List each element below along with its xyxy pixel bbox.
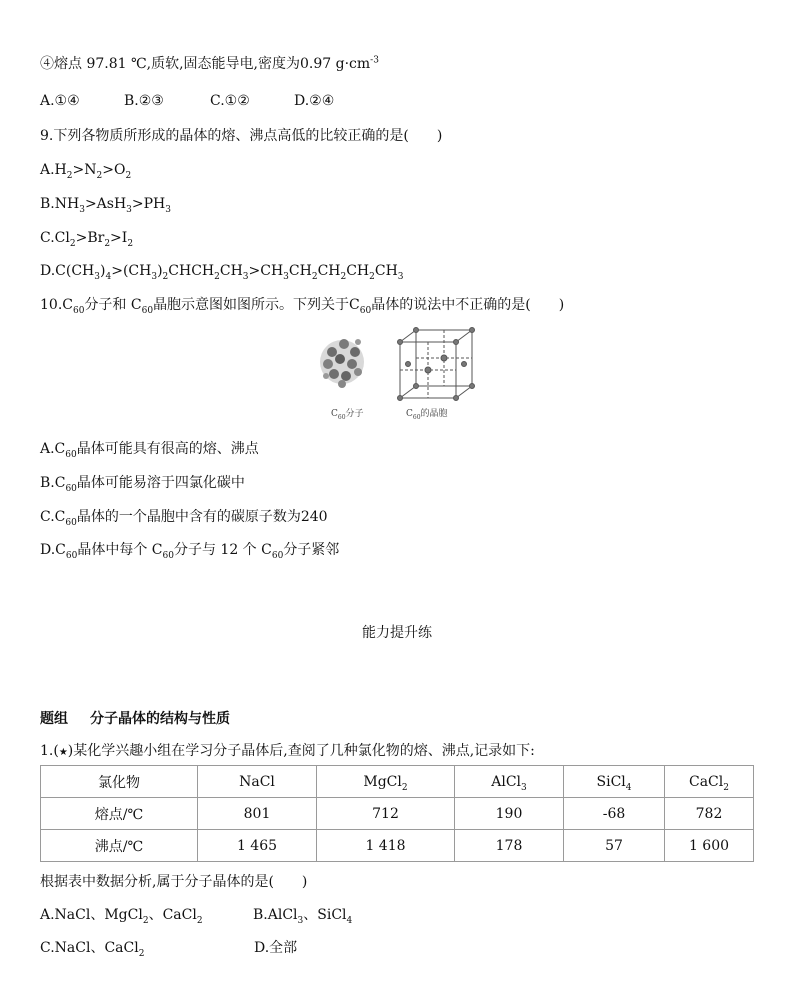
c60-unit-cell-illustration bbox=[398, 328, 475, 401]
subscript: 2 bbox=[69, 238, 76, 249]
table-cell: 801 bbox=[198, 798, 317, 830]
group-heading bbox=[40, 708, 230, 728]
subscript: 60 bbox=[65, 550, 78, 561]
subscript: 60 bbox=[337, 413, 346, 421]
q10-option-a bbox=[40, 439, 259, 459]
table-row bbox=[41, 830, 754, 862]
text-part: CH bbox=[346, 263, 370, 279]
table-header-cell bbox=[41, 766, 198, 798]
subscript: 2 bbox=[311, 271, 318, 282]
subscript: 2 bbox=[127, 238, 134, 249]
subscript: 2 bbox=[66, 170, 73, 181]
subscript: 60 bbox=[65, 483, 77, 494]
c60-molecule-illustration bbox=[320, 339, 364, 388]
text-part: 分子与 12 个 C bbox=[173, 542, 272, 558]
text-part: 1.( bbox=[40, 743, 59, 759]
q1-options-row-2 bbox=[40, 938, 297, 958]
caption-c60-unit-cell bbox=[406, 406, 448, 419]
text-part: >PH bbox=[131, 196, 166, 212]
text-part: A.NaCl、MgCl bbox=[40, 907, 143, 923]
subscript: 3 bbox=[242, 271, 249, 282]
subscript: 2 bbox=[125, 170, 132, 181]
text-part: 晶体可能具有很高的熔、沸点 bbox=[76, 441, 259, 457]
text-part: >AsH bbox=[84, 196, 127, 212]
table-cell: 178 bbox=[455, 830, 564, 862]
text-part: C.NaCl、CaCl bbox=[40, 940, 139, 956]
text-part: B.AlCl bbox=[253, 907, 298, 923]
q1-stem bbox=[40, 741, 535, 763]
q10-stem bbox=[40, 295, 564, 315]
subscript: 60 bbox=[162, 550, 174, 561]
text-part: 晶体可能易溶于四氯化碳中 bbox=[76, 475, 245, 491]
q8-options bbox=[40, 91, 334, 111]
difficulty-star-icon: ★ bbox=[58, 747, 68, 758]
text-part: D.C(CH bbox=[40, 263, 95, 279]
table-header-row bbox=[41, 766, 754, 798]
text-part: ) bbox=[157, 263, 163, 279]
q8-item-4-text: ④熔点 97.81 ℃,质软,固态能导电,密度为0.97 g·cm bbox=[40, 56, 371, 72]
text-part: 分子 bbox=[345, 409, 364, 419]
table-cell: 190 bbox=[455, 798, 564, 830]
q8-option-d: D.②④ bbox=[294, 93, 335, 109]
text-part: 晶体的一个晶胞中含有的碳原子数为240 bbox=[76, 509, 328, 525]
text-part: B.C bbox=[40, 475, 66, 491]
subscript: 2 bbox=[162, 271, 169, 282]
subscript: 60 bbox=[72, 305, 85, 316]
subscript: 2 bbox=[401, 782, 408, 793]
q8-item-4 bbox=[40, 54, 379, 74]
table-cell: 1 465 bbox=[198, 830, 317, 862]
text-part: AlCl bbox=[491, 773, 522, 790]
text-part: ) bbox=[100, 263, 106, 279]
q9-option-d bbox=[40, 261, 404, 281]
table-header-cell bbox=[317, 766, 455, 798]
text-part: B.NH bbox=[40, 196, 80, 212]
subscript: 2 bbox=[142, 915, 149, 926]
subscript: 3 bbox=[521, 782, 527, 793]
group-title: 分子晶体的结构与性质 bbox=[90, 711, 230, 727]
q9-option-c bbox=[40, 228, 133, 248]
text-part: 的晶胞 bbox=[420, 409, 448, 419]
subscript: 2 bbox=[138, 948, 145, 959]
text-part: 、CaCl bbox=[148, 907, 197, 923]
section-heading: 能力提升练 bbox=[362, 625, 432, 641]
subscript: 3 bbox=[151, 271, 158, 282]
q9-stem: 9.下列各物质所形成的晶体的熔、沸点高低的比较正确的是( ) bbox=[40, 128, 443, 144]
q10-option-c bbox=[40, 507, 328, 527]
text-part: 分子和 C bbox=[84, 297, 142, 313]
text-part: D.C bbox=[40, 542, 66, 558]
q9-option-a bbox=[40, 160, 131, 180]
q10-option-b bbox=[40, 473, 245, 493]
text-part: >(CH bbox=[111, 263, 152, 279]
text-part: >O bbox=[102, 162, 126, 178]
subscript: 60 bbox=[141, 305, 154, 316]
table-cell: -68 bbox=[564, 798, 665, 830]
text-part: A.H bbox=[40, 162, 67, 178]
subscript: 60 bbox=[271, 550, 284, 561]
caption-c60-molecule bbox=[331, 406, 364, 419]
text-part: 晶体中每个 C bbox=[77, 542, 163, 558]
subscript: 60 bbox=[412, 413, 421, 421]
text-part: CH bbox=[219, 263, 243, 279]
text-part: >N bbox=[72, 162, 97, 178]
subscript: 3 bbox=[79, 204, 85, 215]
density-exponent: -3 bbox=[370, 55, 379, 66]
text-part: 晶体的说法中不正确的是( ) bbox=[371, 297, 565, 313]
text-part: >I bbox=[110, 230, 128, 246]
subscript: 60 bbox=[65, 449, 77, 460]
q1-option-d: D.全部 bbox=[254, 940, 298, 956]
subscript: 2 bbox=[96, 170, 103, 181]
subscript: 4 bbox=[105, 271, 112, 282]
table-cell: 712 bbox=[317, 798, 455, 830]
chloride-table bbox=[40, 765, 754, 862]
q8-option-b: B.②③ bbox=[124, 93, 164, 109]
table-cell: 熔点/℃ bbox=[41, 798, 198, 830]
table-row bbox=[41, 798, 754, 830]
subscript: 60 bbox=[65, 517, 77, 528]
q10-option-d bbox=[40, 540, 339, 560]
table-cell: 沸点/℃ bbox=[41, 830, 198, 862]
subscript: 2 bbox=[340, 271, 347, 282]
text-part: C bbox=[331, 409, 338, 419]
text-part: C.Cl bbox=[40, 230, 70, 246]
subscript: 3 bbox=[283, 271, 289, 282]
q8-option-a: A.①④ bbox=[40, 93, 80, 109]
table-header-cell bbox=[665, 766, 754, 798]
table-header-cell bbox=[198, 766, 317, 798]
subscript: 2 bbox=[723, 782, 729, 793]
text-part: SiCl bbox=[596, 773, 626, 790]
q8-option-c: C.①② bbox=[210, 93, 250, 109]
q9-option-b bbox=[40, 194, 171, 214]
subscript: 2 bbox=[196, 915, 203, 926]
text-part: CaCl bbox=[689, 773, 724, 790]
text-part: 晶胞示意图如图所示。下列关于C bbox=[153, 297, 360, 313]
table-cell: 57 bbox=[564, 830, 665, 862]
subscript: 3 bbox=[397, 271, 404, 282]
text-part: CH bbox=[374, 263, 398, 279]
subscript: 3 bbox=[94, 271, 101, 282]
table-header-cell bbox=[564, 766, 665, 798]
table-header-cell bbox=[455, 766, 564, 798]
text-part: 分子紧邻 bbox=[283, 542, 340, 558]
text-part: C bbox=[406, 409, 413, 419]
q1-option-a bbox=[40, 905, 253, 925]
subscript: 2 bbox=[214, 271, 220, 282]
group-label: 题组 bbox=[40, 711, 68, 727]
subscript: 3 bbox=[297, 915, 304, 926]
subscript: 60 bbox=[359, 305, 372, 316]
text-part: 10.C bbox=[40, 297, 73, 313]
q1-ask: 根据表中数据分析,属于分子晶体的是( ) bbox=[40, 874, 308, 890]
text-part: 、SiCl bbox=[303, 907, 347, 923]
text-part: NaCl bbox=[239, 773, 275, 790]
subscript: 4 bbox=[346, 915, 353, 926]
text-part: 氯化物 bbox=[98, 774, 140, 791]
subscript: 2 bbox=[104, 238, 111, 249]
text-part: CH bbox=[317, 263, 341, 279]
text-part: CHCH bbox=[168, 263, 215, 279]
text-part: >Br bbox=[75, 230, 105, 246]
q1-options-row-1 bbox=[40, 905, 352, 925]
text-part: )某化学兴趣小组在学习分子晶体后,查阅了几种氯化物的熔、沸点,记录如下: bbox=[67, 743, 535, 759]
q1-option-b bbox=[253, 905, 352, 925]
text-part: C.C bbox=[40, 509, 66, 525]
subscript: 3 bbox=[126, 204, 132, 215]
table-cell: 782 bbox=[665, 798, 754, 830]
text-part: >CH bbox=[248, 263, 284, 279]
subscript: 3 bbox=[165, 204, 171, 215]
subscript: 2 bbox=[369, 271, 375, 282]
q1-option-c bbox=[40, 938, 254, 958]
subscript: 4 bbox=[625, 782, 632, 793]
table-cell: 1 600 bbox=[665, 830, 754, 862]
text-part: CH bbox=[288, 263, 312, 279]
text-part: A.C bbox=[40, 441, 66, 457]
text-part: MgCl bbox=[363, 773, 402, 790]
table-cell: 1 418 bbox=[317, 830, 455, 862]
